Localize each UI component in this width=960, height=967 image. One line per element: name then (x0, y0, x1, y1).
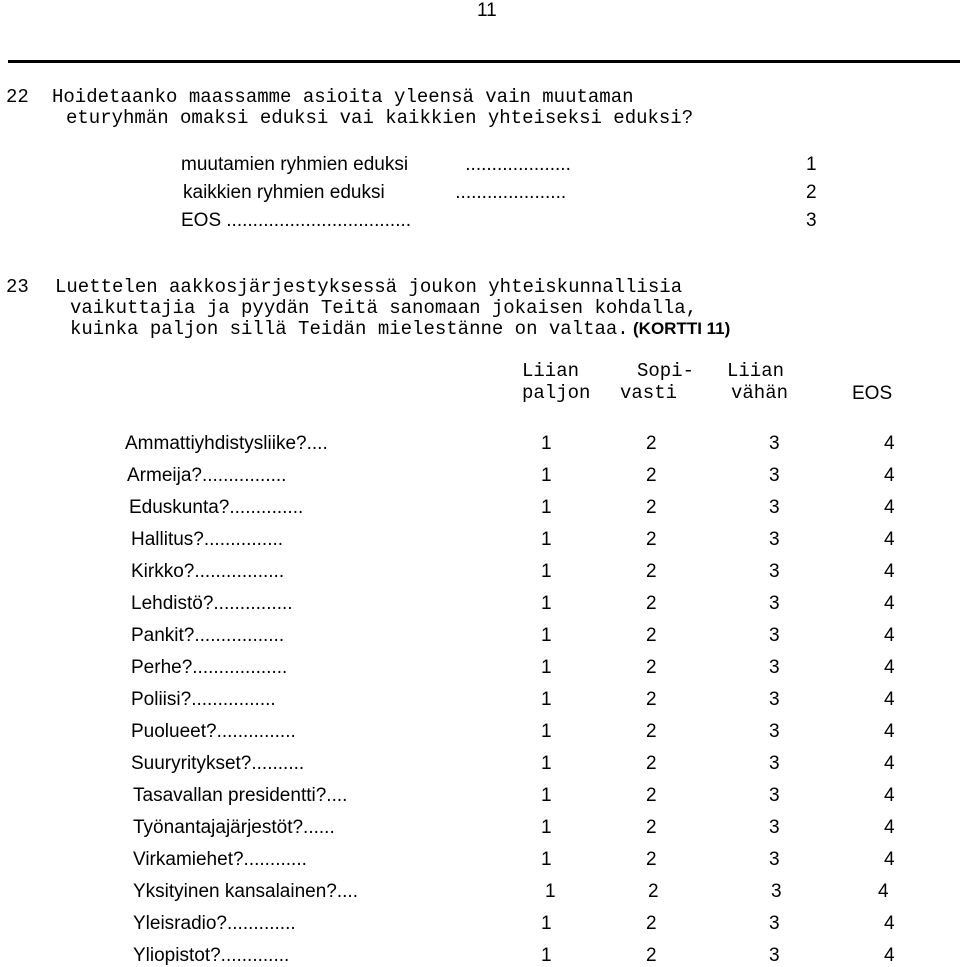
code-liian-paljon: 1 (541, 497, 552, 518)
code-liian-paljon: 1 (541, 689, 552, 710)
code-sopivasti: 2 (646, 721, 657, 742)
q22-option-label: EOS (181, 210, 222, 231)
code-liian-vahan: 3 (769, 593, 780, 614)
q23-item-label: Poliisi?................ (131, 689, 276, 710)
col-header-liian-vahan-2: vähän (731, 382, 789, 404)
code-liian-vahan: 3 (769, 721, 780, 742)
code-eos: 4 (884, 817, 895, 838)
col-header-liian-paljon-2: paljon (522, 382, 591, 404)
q23-item-label: Ammattiyhdistysliike?.... (125, 433, 328, 454)
q23-item-label: Pankit?................. (131, 625, 285, 646)
q22-option-code: 1 (806, 154, 817, 175)
code-sopivasti: 2 (646, 529, 657, 550)
q22-number: 22 (6, 86, 29, 108)
code-eos: 4 (884, 657, 895, 678)
code-sopivasti: 2 (646, 433, 657, 454)
code-sopivasti: 2 (646, 561, 657, 582)
code-liian-paljon: 1 (545, 881, 556, 902)
code-eos: 4 (884, 529, 895, 550)
q23-item-label: Tasavallan presidentti?.... (133, 785, 348, 806)
code-sopivasti: 2 (646, 817, 657, 838)
page-number: 11 (477, 0, 497, 21)
code-sopivasti: 2 (646, 945, 657, 966)
code-liian-paljon: 1 (541, 465, 552, 486)
q22-option-leader: ................................... (221, 210, 412, 231)
code-sopivasti: 2 (646, 753, 657, 774)
q23-item-label: Kirkko?................. (131, 561, 285, 582)
q23-item-label: Virkamiehet?............ (133, 849, 307, 870)
code-liian-paljon: 1 (541, 817, 552, 838)
code-liian-paljon: 1 (541, 433, 552, 454)
code-eos: 4 (884, 913, 895, 934)
q23-item-label: Yliopistot?............. (133, 945, 290, 966)
q22-option-code: 3 (806, 210, 817, 231)
code-liian-vahan: 3 (769, 529, 780, 550)
code-eos: 4 (884, 849, 895, 870)
q22-option-leader: .................... (460, 154, 571, 175)
code-liian-vahan: 3 (769, 433, 780, 454)
code-sopivasti: 2 (646, 497, 657, 518)
code-liian-paljon: 1 (541, 721, 552, 742)
code-sopivasti: 2 (646, 913, 657, 934)
code-sopivasti: 2 (648, 881, 659, 902)
q23-item-label: Yksityinen kansalainen?.... (133, 881, 358, 902)
code-eos: 4 (884, 497, 895, 518)
code-eos: 4 (884, 433, 895, 454)
code-liian-paljon: 1 (541, 785, 552, 806)
code-eos: 4 (884, 753, 895, 774)
code-eos: 4 (884, 625, 895, 646)
q22-text-line2: eturyhmän omaksi eduksi vai kaikkien yhteiseksi eduksi? (66, 107, 694, 129)
code-liian-vahan: 3 (769, 913, 780, 934)
code-liian-paljon: 1 (541, 945, 552, 966)
code-liian-vahan: 3 (769, 657, 780, 678)
col-header-liian-vahan-1: Liian (727, 360, 785, 382)
code-eos: 4 (878, 881, 889, 902)
header-rule (8, 60, 960, 63)
code-liian-paljon: 1 (541, 849, 552, 870)
q23-item-label: Yleisradio?............. (133, 913, 296, 934)
code-liian-vahan: 3 (769, 497, 780, 518)
q23-item-label: Lehdistö?............... (131, 593, 293, 614)
code-sopivasti: 2 (646, 785, 657, 806)
code-liian-paljon: 1 (541, 561, 552, 582)
code-liian-paljon: 1 (541, 529, 552, 550)
q22-option-label: kaikkien ryhmien eduksi (183, 182, 385, 203)
code-liian-paljon: 1 (541, 753, 552, 774)
code-sopivasti: 2 (646, 625, 657, 646)
code-eos: 4 (884, 593, 895, 614)
code-sopivasti: 2 (646, 657, 657, 678)
col-header-sopivasti-1: Sopi- (637, 360, 695, 382)
code-eos: 4 (884, 561, 895, 582)
q23-item-label: Puolueet?............... (131, 721, 296, 742)
q22-option-code: 2 (806, 182, 817, 203)
code-liian-vahan: 3 (769, 849, 780, 870)
q22-option-label: muutamien ryhmien eduksi (181, 154, 409, 175)
code-eos: 4 (884, 465, 895, 486)
q23-item-label: Armeija?................ (127, 465, 287, 486)
code-liian-vahan: 3 (769, 625, 780, 646)
code-sopivasti: 2 (646, 593, 657, 614)
q23-item-label: Perhe?.................. (131, 657, 288, 678)
code-liian-paljon: 1 (541, 593, 552, 614)
q23-item-label: Hallitus?............... (131, 529, 284, 550)
code-liian-vahan: 3 (769, 945, 780, 966)
code-liian-vahan: 3 (769, 561, 780, 582)
code-liian-vahan: 3 (769, 753, 780, 774)
code-liian-vahan: 3 (769, 465, 780, 486)
q23-number: 23 (6, 276, 29, 298)
code-liian-paljon: 1 (541, 657, 552, 678)
code-eos: 4 (884, 689, 895, 710)
code-eos: 4 (884, 721, 895, 742)
col-header-sopivasti-2: vasti (620, 382, 678, 404)
code-sopivasti: 2 (646, 849, 657, 870)
code-liian-vahan: 3 (769, 785, 780, 806)
code-liian-vahan: 3 (769, 689, 780, 710)
code-liian-vahan: 3 (769, 817, 780, 838)
q23-item-label: Eduskunta?.............. (129, 497, 304, 518)
code-liian-vahan: 3 (771, 881, 782, 902)
code-sopivasti: 2 (646, 465, 657, 486)
q23-text-line3: kuinka paljon sillä Teidän mielestänne on valtaa. (70, 318, 629, 340)
code-liian-paljon: 1 (541, 625, 552, 646)
q23-item-label: Suuryritykset?.......... (131, 753, 305, 774)
col-header-liian-paljon-1: Liian (522, 360, 580, 382)
q22-text-line1: Hoidetaanko maassamme asioita yleensä vain muutaman (52, 86, 634, 108)
q23-text-line1: Luettelen aakkosjärjestyksessä joukon yhteiskunnallisia (55, 276, 683, 298)
col-header-eos: EOS (852, 383, 893, 404)
code-eos: 4 (884, 785, 895, 806)
code-liian-paljon: 1 (541, 913, 552, 934)
q23-item-label: Työnantajajärjestöt?...... (133, 817, 335, 838)
code-eos: 4 (884, 945, 895, 966)
q22-option-leader: ..................... (450, 182, 567, 203)
q23-card-reference: (KORTTI 11) (633, 319, 731, 338)
code-sopivasti: 2 (646, 689, 657, 710)
q23-text-line2: vaikuttajia ja pyydän Teitä sanomaan jokaisen kohdalla, (70, 297, 698, 319)
